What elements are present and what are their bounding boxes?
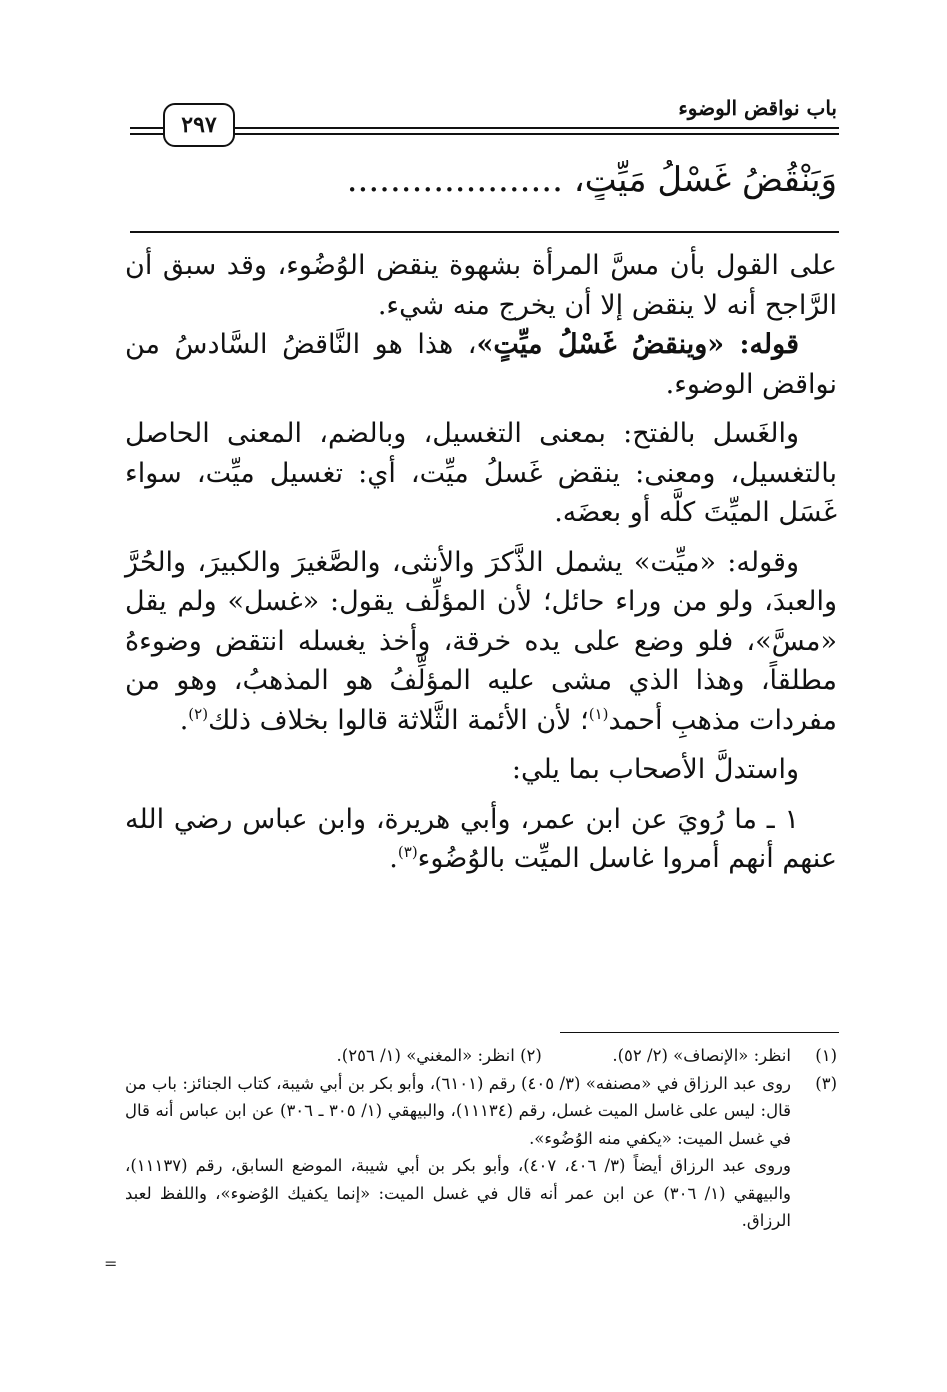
paragraph-4-part-a: وقوله: «ميِّت» يشمل الذَّكرَ والأنثى، والصَّغيرَ والكبيرَ، والحُرَّ والعبدَ، ولو من وراء حائل؛ لأن المؤلِّف يقول: «غسل» ولم يقل «مسَّ»، فلو وضع على يده خرقة، وأخذ يغسله انتقض وضوءهُ مطلقاً، وهذا الذي مشى عليه المؤلِّفُ هو المذهبُ، وهو من مفردات مذهبِ أحمد [125,546,837,736]
running-header-title: باب نواقض الوضوء [678,96,837,120]
footnotes [125,1042,837,1235]
header-rule-right [231,127,839,135]
matn-divider [130,231,839,233]
footnote-1-2 [125,1042,837,1070]
paragraph-6-part-b: . [389,843,398,874]
quoted-lead: قوله: «وينقضُ غَسْلُ ميِّتٍ» [476,329,799,360]
footnote-3-number: (٣) [815,1073,837,1093]
paragraph-1: على القول بأن مسَّ المرأة بشهوة ينقض الوُضُوء، وقد سبق أن الرَّاجح أنه لا ينقض إلا أن يخرج منه شيء. [125,250,837,321]
paragraph-4-part-b: ؛ لأن الأئمة الثَّلاثة قالوا بخلاف ذلك [208,704,589,736]
footnote-divider [560,1032,839,1033]
paragraph-6-part-a: ١ ـ ما رُويَ عن ابن عمر، وأبي هريرة، وابن عباس رضي الله عنهم أنهم أمروا غاسل الميِّت بالوُضُوء [125,803,837,874]
paragraph-4 [125,543,837,741]
footnote-ref-3[interactable]: (٣) [397,843,418,861]
paragraph-2-rest: ، هذا هو النَّاقضُ السَّادسُ من نواقض الوضوء. [125,329,837,400]
paragraph-4-part-c: . [179,704,189,736]
footnote-1-number: (١) [815,1046,837,1065]
footnote-2-text: انظر: «المغني» (١/ ٢٥٦). [336,1046,515,1065]
margin-continuation-mark: = [104,1254,118,1273]
matn-text: وَيَنْقُضُ غَسْلُ مَيِّتٍ، .................... [346,160,837,200]
commentary-body [125,246,837,879]
footnote-3-continued: وروى عبد الرزاق أيضاً (٣/ ٤٠٦، ٤٠٧)، وأبو بكر بن أبي شيبة، الموضع السابق، رقم (١١١٣٧)، والبيهقي (١/ ٣٠٦) عن ابن عمر أنه قال في غسل الميت: «إنما يكفيك الوُضوء»، واللفظ لعبد الرزاق. [125,1156,791,1230]
footnote-2-number: (٢) [520,1046,542,1065]
paragraph-5: واستدلَّ الأصحاب بما يلي: [511,754,799,785]
paragraph-2 [125,325,837,404]
footnote-ref-1[interactable]: (١) [588,704,609,723]
footnote-3-text: روى عبد الرزاق في «مصنفه» (٣/ ٤٠٥) رقم (٦١٠١)، وأبو بكر بن أبي شيبة، كتاب الجنائز: باب من قال: ليس على غاسل الميت غسل، رقم (١١١٣٤)، والبيهقي (١/ ٣٠٥ ـ ٣٠٦) عن ابن عباس أنه قال في غسل الميت: «يكفي منه الوُضُوء». [125,1073,792,1148]
paragraph-3: والغَسل بالفتح: بمعنى التغسيل، وبالضم، المعنى الحاصل بالتغسيل، ومعنى: ينقض غَسلُ ميِّت، أي: تغسيل ميِّت، سواء غَسَل الميِّتَ كلَّه أو بعضَه. [125,418,837,528]
paragraph-6 [125,800,837,879]
page-number: ٢٩٧ [163,103,235,147]
header-rule-left [130,127,165,135]
footnote-1-text: انظر: «الإنصاف» (٢/ ٥٢). [612,1046,791,1065]
footnote-ref-2[interactable]: (٢) [188,704,209,723]
footnote-3 [125,1070,837,1153]
